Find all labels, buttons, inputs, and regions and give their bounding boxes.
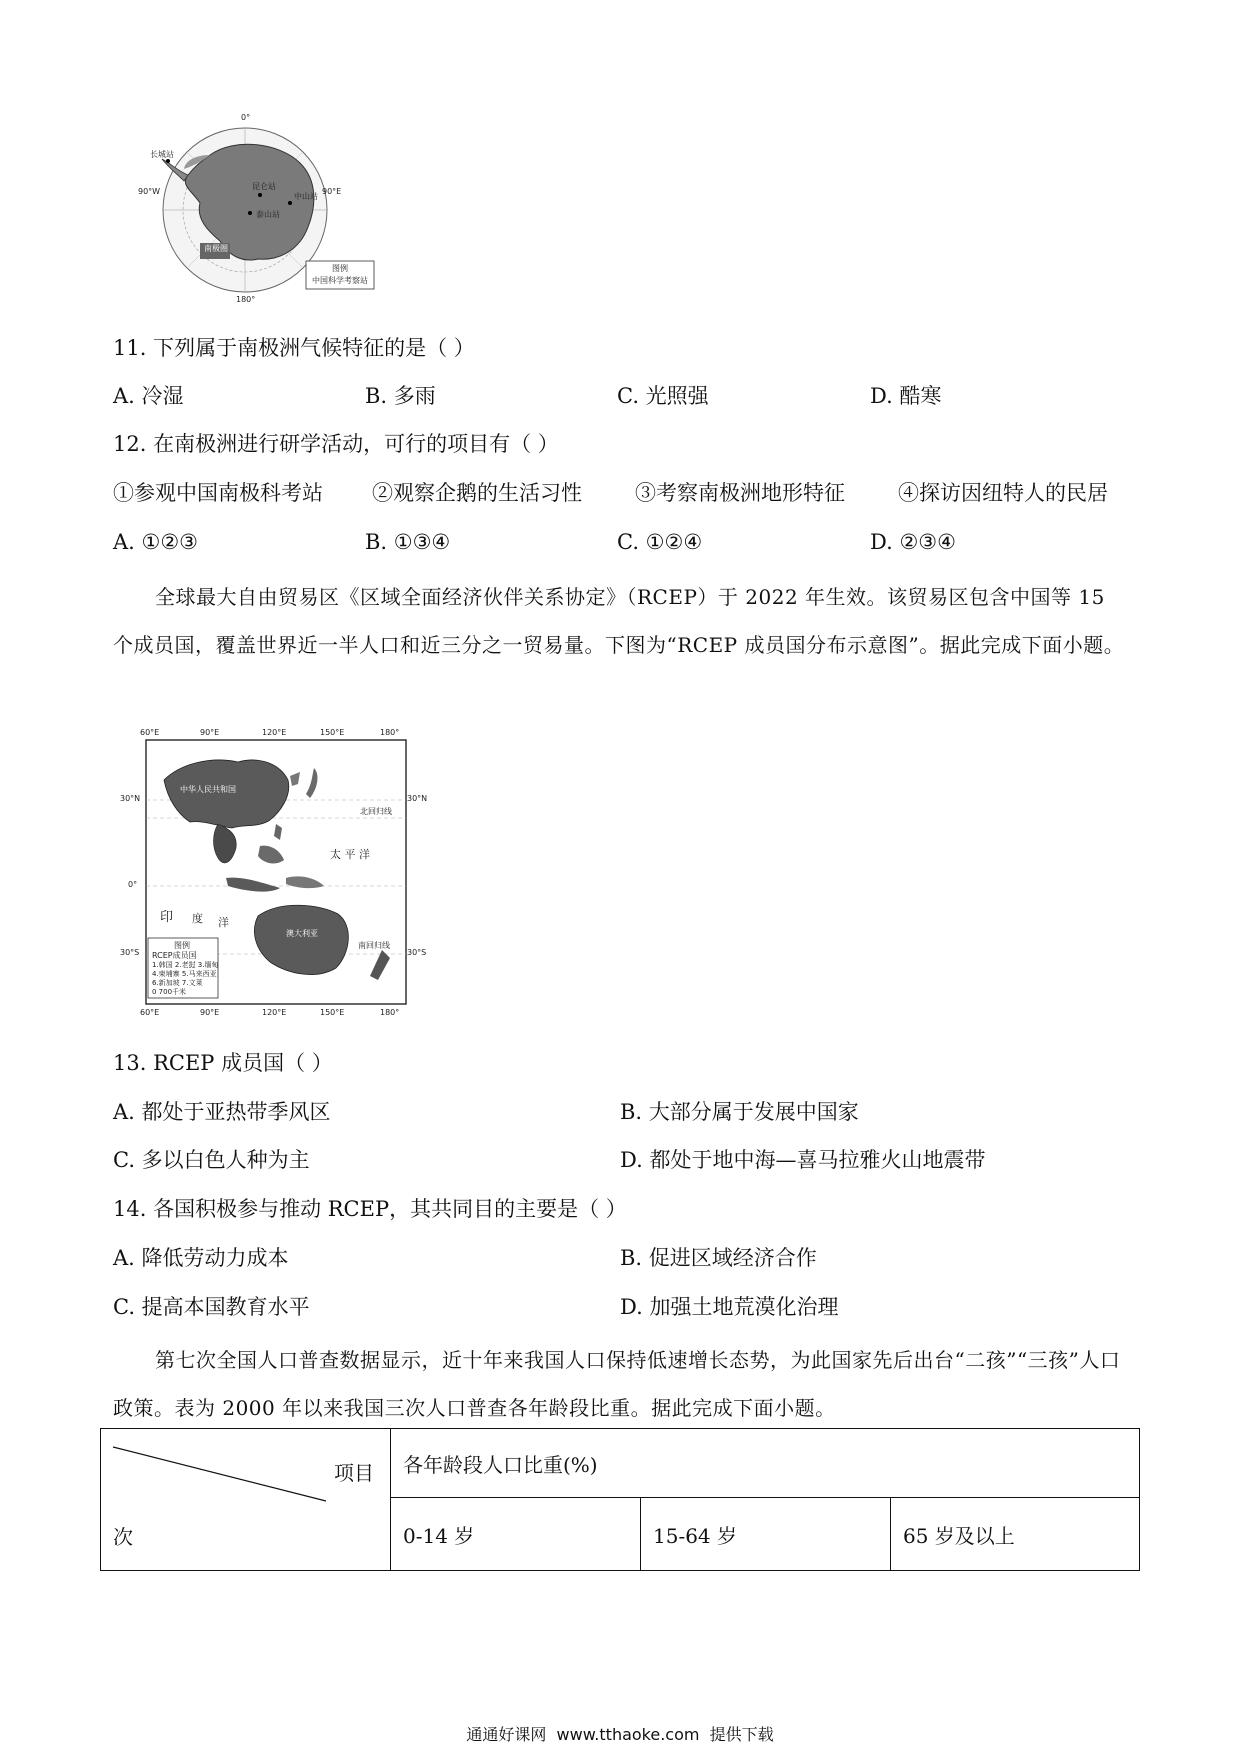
question-14-stem: 14. 各国积极参与推动 RCEP，其共同目的主要是（ ）	[113, 1197, 627, 1221]
q13-option-a: A. 都处于亚热带季风区	[113, 1100, 331, 1124]
corner-label-item: 项目	[334, 1461, 374, 1485]
antarctica-legend-item: 中国科学考察站	[312, 276, 368, 285]
map-label-taishan-station: 泰山站	[256, 210, 280, 219]
rcep-legend-item-3: 4.柬埔寨 5.马来西亚	[152, 970, 217, 978]
rcep-legend-scale: 0 700千米	[152, 988, 187, 996]
corner-diagonal-line	[101, 1429, 366, 1569]
map-label-great-wall-station: 长城站	[150, 150, 174, 159]
rcep-legend-item-4: 6.新加坡 7.文莱	[152, 979, 203, 987]
rcep-bottom-tick-180: 180°	[380, 1008, 400, 1017]
map-label-90e: 90°E	[322, 187, 342, 196]
census-passage: 第七次全国人口普查数据显示，近十年来我国人口保持低速增长态势，为此国家先后出台“二孩”“三孩”人口政策。表为 2000 年以来我国三次人口普查各年龄段比重。据此完成下面小题。	[113, 1348, 1121, 1420]
q12-item-2: ②观察企鹅的生活习性	[372, 481, 582, 505]
q12-option-a: A. ①②③	[113, 530, 198, 554]
rcep-bottom-tick-60e: 60°E	[140, 1008, 160, 1017]
rcep-top-tick-90e: 90°E	[200, 728, 220, 737]
population-age-table	[100, 1428, 1140, 1571]
rcep-bottom-tick-120e: 120°E	[262, 1008, 287, 1017]
q12-option-c: C. ①②④	[617, 530, 703, 554]
rcep-bottom-tick-90e: 90°E	[200, 1008, 220, 1017]
rcep-legend-title: 图例	[174, 941, 190, 950]
q13-option-b: B. 大部分属于发展中国家	[620, 1100, 859, 1124]
q12-item-4: ④探访因纽特人的民居	[898, 481, 1108, 505]
rcep-label-tropic-cancer: 北回归线	[360, 807, 392, 816]
question-12-stem: 12. 在南极洲进行研学活动，可行的项目有（ ）	[113, 432, 559, 456]
rcep-legend-item-1: RCEP成员国	[152, 951, 197, 960]
rcep-label-indian-3: 洋	[218, 916, 229, 929]
rcep-label-china: 中华人民共和国	[180, 785, 236, 794]
q12-item-3: ③考察南极洲地形特征	[635, 481, 845, 505]
table-corner-cell	[101, 1429, 391, 1571]
rcep-top-tick-60e: 60°E	[140, 728, 160, 737]
rcep-lat-right-30n: 30°N	[407, 794, 428, 803]
rcep-label-indian-2: 度	[192, 912, 203, 925]
rcep-top-tick-120e: 120°E	[262, 728, 287, 737]
q11-option-c: C. 光照强	[617, 384, 709, 408]
rcep-bottom-tick-150e: 150°E	[320, 1008, 345, 1017]
rcep-lat-right-30s: 30°S	[407, 948, 427, 957]
q13-option-c: C. 多以白色人种为主	[113, 1148, 310, 1172]
q12-option-b: B. ①③④	[365, 530, 451, 554]
rcep-legend-item-2: 1.韩国 2.老挝 3.缅甸	[152, 961, 219, 969]
map-label-kunlun-station: 昆仑站	[252, 182, 276, 191]
q11-option-b: B. 多雨	[365, 384, 436, 408]
q12-item-1: ①参观中国南极科考站	[113, 481, 323, 505]
rcep-label-pacific: 太 平 洋	[330, 848, 370, 861]
column-header-0-14: 0-14 岁	[391, 1498, 641, 1571]
corner-label-census: 次	[113, 1525, 133, 1549]
rcep-label-australia: 澳大利亚	[286, 929, 318, 938]
map-label-0: 0°	[241, 113, 251, 122]
column-header-15-64: 15-64 岁	[641, 1498, 891, 1571]
page-footer: 通通好课网 www.tthaoke.com 提供下载	[466, 1725, 774, 1744]
rcep-map-figure	[120, 728, 428, 1018]
map-label-90w: 90°W	[138, 187, 161, 196]
group-header-cell: 各年龄段人口比重(%)	[391, 1429, 1140, 1498]
rcep-lat-left-30s: 30°S	[120, 948, 140, 957]
q14-option-c: C. 提高本国教育水平	[113, 1295, 310, 1319]
map-label-antarctic-circle: 南极圈	[204, 244, 228, 253]
q13-option-d: D. 都处于地中海—喜马拉雅火山地震带	[620, 1148, 986, 1172]
map-label-180: 180°	[236, 295, 256, 304]
antarctica-map-figure	[140, 115, 400, 305]
rcep-label-indian-1: 印	[160, 910, 174, 925]
rcep-lat-left-0: 0°	[128, 880, 138, 889]
q14-option-d: D. 加强土地荒漠化治理	[620, 1295, 839, 1319]
rcep-label-tropic-capricorn: 南回归线	[358, 941, 390, 950]
rcep-passage: 全球最大自由贸易区《区域全面经济伙伴关系协定》（RCEP）于 2022 年生效。该贸易区包含中国等 15 个成员国，覆盖世界近一半人口和近三分之一贸易量。下图为“RCEP 成员国分布示意图”。据此完成下面小题。	[113, 585, 1125, 657]
rcep-top-tick-180: 180°	[380, 728, 400, 737]
question-13-stem: 13. RCEP 成员国（ ）	[113, 1051, 333, 1075]
column-header-65-plus: 65 岁及以上	[891, 1498, 1140, 1571]
rcep-lat-left-30n: 30°N	[120, 794, 141, 803]
rcep-top-tick-150e: 150°E	[320, 728, 345, 737]
q14-option-a: A. 降低劳动力成本	[113, 1246, 289, 1270]
q14-option-b: B. 促进区域经济合作	[620, 1246, 817, 1270]
map-label-zhongshan-station: 中山站	[294, 192, 318, 201]
q11-option-d: D. 酷寒	[870, 384, 942, 408]
q12-option-d: D. ②③④	[870, 530, 956, 554]
antarctica-legend-title: 图例	[332, 264, 348, 273]
q11-option-a: A. 冷湿	[113, 384, 184, 408]
table-header-row	[101, 1429, 1140, 1498]
question-11-stem: 11. 下列属于南极洲气候特征的是（ ）	[113, 336, 475, 360]
